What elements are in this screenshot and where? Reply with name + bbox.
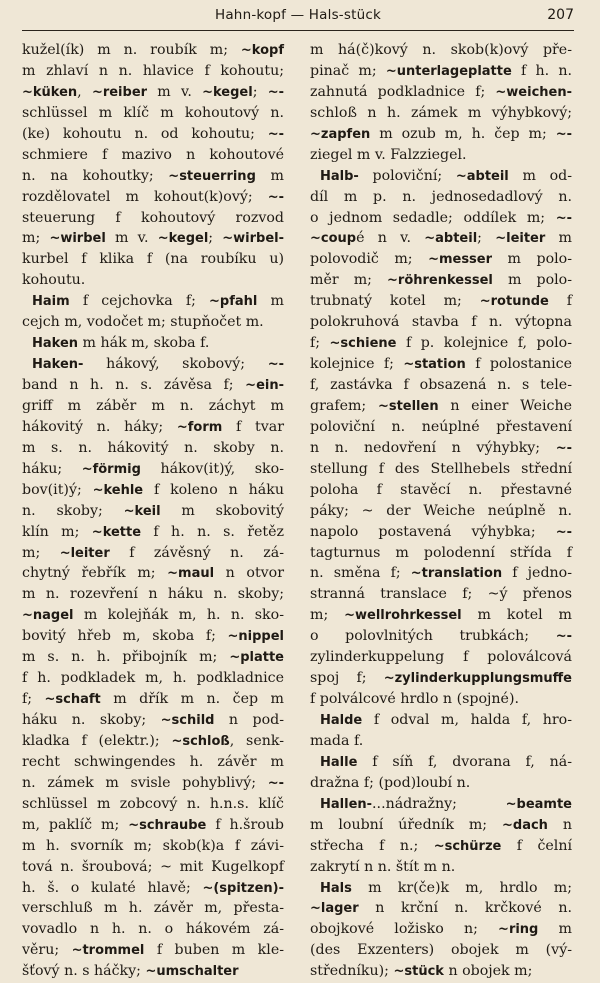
entry-line: zahnutá podkladnice f; ~weichen- bbox=[310, 83, 572, 100]
entry-line: Hallen-...nádražny; ~beamte bbox=[320, 795, 572, 812]
entry-line: band n h. n. s. závěsa f; ~ein- bbox=[22, 377, 284, 393]
entry-line: n. zámek m svisle pohyblivý; ~- bbox=[22, 774, 284, 791]
entry-line: ~zapfen m ozub m, h. čep m; ~- bbox=[310, 125, 572, 142]
right-column bbox=[310, 40, 572, 982]
entry-line: vovadlo n h. n. o hákovém zá- bbox=[22, 921, 284, 938]
entry-line: chytný řebřík m; ~maul n otvor bbox=[22, 565, 284, 582]
entry-line: poloha f stavěcí n. přestavné bbox=[310, 481, 572, 498]
entry-line: pinač m; ~unterlageplatte f h. n. bbox=[310, 62, 572, 79]
entry-line: f; ~schaft m dřík m n. čep m bbox=[22, 691, 284, 708]
entry-line: středníku); ~stück n obojek m; bbox=[310, 963, 533, 980]
entry-line: verschluß m h. závěr m, přesta- bbox=[22, 900, 284, 917]
entry-line: f, zastávka f obsazená n. s tele- bbox=[310, 377, 572, 393]
entry-line: m h. svorník m; skob(k)a f závi- bbox=[22, 837, 284, 854]
entry-line: rozdělovatel m kohout(k)ový; ~- bbox=[22, 188, 284, 205]
entry-line: Haim f cejchovka f; ~pfahl m bbox=[32, 293, 284, 310]
entry-line: m há(č)kový n. skob(k)ový pře- bbox=[310, 42, 572, 58]
entry-line: m loubní úředník m; ~dach n bbox=[310, 816, 572, 833]
entry-line: ~coupé n v. ~abteil; ~leiter m bbox=[310, 230, 573, 247]
left-column bbox=[22, 40, 284, 982]
entry-line: klín m; ~kette f h. n. s. řetěz bbox=[22, 523, 285, 540]
entry-line: kladka f (elektr.); ~schloß, senk- bbox=[22, 732, 284, 749]
running-head: Hahn-kopf — Hals-stück bbox=[214, 7, 381, 23]
entry-line: tagturnus m polodenní střída f bbox=[310, 544, 572, 561]
entry-line: trubnatý kotel m; ~rotunde f bbox=[310, 293, 572, 310]
entry-line: schmiere f mazivo n kohoutové bbox=[22, 146, 284, 163]
entry-line: poloviční n. neúplné přestavení bbox=[310, 418, 572, 435]
entry-line: věru; ~trommel f buben m kle- bbox=[22, 942, 285, 959]
entry-line: páky; ~ der Weiche neúplně n. bbox=[310, 502, 572, 519]
page-header bbox=[22, 4, 574, 31]
entry-line: kurbel f klika f (na roubíku u) bbox=[22, 251, 284, 268]
entry-line: f; ~schiene f p. kolejnice f, polo- bbox=[310, 335, 572, 352]
entry-line: Hals m kr(če)k m, hrdlo m; bbox=[320, 879, 572, 896]
entry-line: napolo postavená výhybka; ~- bbox=[310, 523, 572, 540]
entry-line: m n. rozevření n háku n. skoby; bbox=[22, 586, 284, 603]
entry-line: n n. nedovření n výhybky; ~- bbox=[310, 439, 572, 456]
entry-line: o jednom sedadle; oddílek m; ~- bbox=[310, 209, 572, 226]
entry-line: Haken- hákový, skobový; ~- bbox=[32, 356, 284, 373]
entry-line: ~küken, ~reiber m v. ~kegel; ~- bbox=[22, 83, 285, 100]
entry-line: ~lager n krční n. krčkové n. bbox=[310, 900, 572, 917]
entry-line: n. skoby; ~keil m skobovitý bbox=[22, 502, 284, 519]
entry-line: kužel(ík) m n. roubík m; ~kopf bbox=[22, 42, 284, 58]
entry-line: steuerung f kohoutový rozvod bbox=[22, 209, 284, 226]
entry-line: m; ~leiter f závěsný n. zá- bbox=[22, 544, 284, 561]
entry-line: o polovlnitých trubkách; ~- bbox=[310, 628, 572, 645]
entry-line: cejch m, vodočet m; stupňočet m. bbox=[22, 314, 264, 331]
entry-line: Halb- poloviční; ~abteil m od- bbox=[320, 167, 572, 184]
entry-line: stranná translace f; ~ý přenos bbox=[310, 586, 572, 603]
entry-line: polovodič m; ~messer m polo- bbox=[310, 251, 572, 268]
page-number: 207 bbox=[547, 7, 574, 23]
entry-line: Halle f síň f, dvorana f, ná- bbox=[320, 753, 572, 770]
entry-line: zakrytí n n. štít m n. bbox=[310, 858, 456, 875]
entry-line: ziegel m v. Falzziegel. bbox=[310, 146, 467, 163]
entry-line: Halde f odval m, halda f, hro- bbox=[320, 712, 572, 728]
entry-line: (ke) kohoutu n. od kohoutu; ~- bbox=[22, 125, 284, 142]
entry-line: hákovitý n. háky; ~form f tvar bbox=[22, 418, 285, 435]
entry-line: zylinderkuppelung f poloválcová bbox=[310, 649, 572, 666]
entry-line: m, paklíč m; ~schraube f h.šroub bbox=[22, 816, 284, 833]
entry-line: střecha f n.; ~schürze f čelní bbox=[310, 837, 572, 854]
entry-line: griff m záběr m n. záchyt m bbox=[22, 397, 284, 414]
entry-line: m; ~wirbel m v. ~kegel; ~wirbel- bbox=[22, 230, 285, 247]
entry-line: (des Exzenters) obojek m (vý- bbox=[310, 942, 572, 959]
entry-line: Haken m hák m, skoba f. bbox=[32, 335, 210, 352]
entry-line: měr m; ~röhrenkessel m polo- bbox=[310, 272, 572, 289]
entry-line: m s. n. h. přibojník m; ~platte bbox=[22, 649, 284, 666]
entry-line: háku n. skoby; ~schild n pod- bbox=[22, 712, 284, 728]
entry-line: m; ~wellrohrkessel m kotel m bbox=[310, 607, 572, 624]
entry-line: m zhlaví n n. hlavice f kohoutu; bbox=[22, 62, 284, 79]
entry-line: f h. podkladek m, h. podkladnice bbox=[22, 670, 284, 687]
entry-line: polokruhová stavba f n. výtopna bbox=[310, 314, 572, 331]
entry-line: bov(it)ý; ~kehle f koleno n háku bbox=[22, 481, 284, 498]
entry-line: schlüssel m klíč m kohoutový n. bbox=[22, 104, 284, 121]
entry-line: grafem; ~stellen n einer Weiche bbox=[310, 397, 572, 414]
entry-line: m s. n. hákovitý n. skoby n. bbox=[22, 439, 284, 456]
entry-line: n. na kohoutky; ~steuerring m bbox=[22, 167, 284, 184]
entry-line: n. směna f; ~translation f jedno- bbox=[310, 565, 573, 582]
entry-line: spoj f; ~zylinderkupplungsmuffe bbox=[310, 670, 572, 687]
entry-line: recht schwingendes h. závěr m bbox=[22, 753, 284, 770]
entry-line: obojkové ložisko n; ~ring m bbox=[310, 921, 572, 938]
entry-line: ~nagel m kolejňák m, h. n. sko- bbox=[22, 607, 284, 624]
entry-line: schloß n h. zámek m výhybkový; bbox=[310, 104, 572, 121]
entry-line: háku; ~förmig hákov(it)ý, sko- bbox=[22, 460, 284, 477]
entry-line: h. š. o kulaté hlavě; ~(spitzen)- bbox=[22, 879, 284, 896]
entry-line: šťový n. s háčky; ~umschalter bbox=[22, 963, 239, 980]
entry-line: kohoutu. bbox=[22, 272, 86, 289]
entry-line: schlüssel m zobcový n. h.n.s. klíč bbox=[22, 795, 284, 812]
entry-line: stellung f des Stellhebels střední bbox=[310, 460, 572, 477]
entry-line: dražna f; (pod)loubí n. bbox=[310, 774, 471, 791]
entry-line: kolejnice f; ~station f polostanice bbox=[310, 356, 572, 373]
entry-line: tová n. šroubová; ~ mit Kugelkopf bbox=[22, 858, 284, 875]
entry-line: mada f. bbox=[310, 732, 364, 749]
entry-line: díl m p. n. jednosedadlový n. bbox=[310, 188, 572, 205]
entry-line: f polválcové hrdlo n (spojné). bbox=[310, 691, 519, 708]
entry-line: bovitý hřeb m, skoba f; ~nippel bbox=[22, 628, 284, 645]
